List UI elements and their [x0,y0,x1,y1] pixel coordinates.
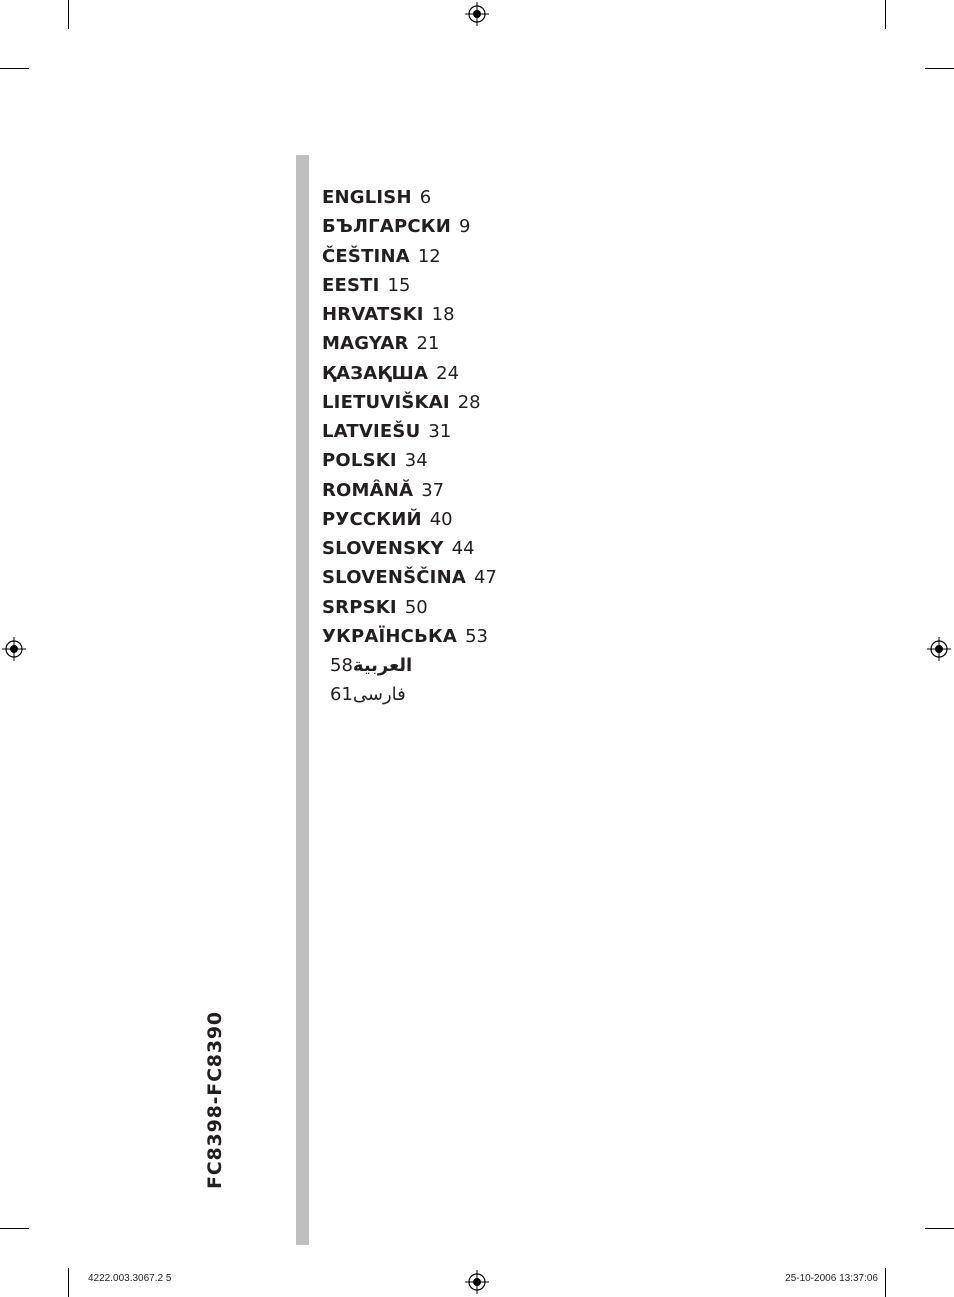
toc-item[interactable] [322,476,497,505]
toc-item[interactable] [322,622,497,651]
toc-language: РУССКИЙ [322,508,422,530]
toc-language: فارسی [352,684,406,706]
toc-item[interactable] [322,593,497,622]
toc-item[interactable] [322,242,497,271]
toc-page-number: 24 [436,362,460,384]
model-number: FC8398-FC8390 [204,1011,226,1189]
print-job-id: 4222.003.3067.2 5 [88,1273,172,1284]
toc-page-number: 47 [473,567,497,589]
toc-language: EESTI [322,274,380,296]
toc-page-number: 18 [431,304,455,325]
toc-item[interactable] [322,563,497,592]
toc-page-number: 9 [458,216,471,238]
toc-language: MAGYAR [322,333,409,355]
toc-page-number: 40 [429,508,453,530]
toc-item[interactable] [322,300,497,329]
toc-language: LATVIEŠU [322,421,421,442]
crop-mark-top-left [68,0,69,29]
toc-page-number: 50 [404,596,428,618]
toc-page-number: 12 [417,245,441,267]
toc-page-number: 53 [465,625,488,647]
toc-language: SRPSKI [322,596,397,618]
toc-language: HRVATSKI [322,304,424,325]
toc-item[interactable] [322,446,497,475]
crop-mark-right-top [925,68,954,69]
toc-language: ENGLISH [322,187,412,208]
toc-language: УКРАЇНСЬКА [322,625,458,647]
toc-page-number: 21 [416,333,440,355]
crop-mark-bottom-left [68,1268,69,1297]
toc-page-number: 58 [330,655,353,676]
toc-item[interactable] [322,417,497,446]
registration-mark-top-icon [465,2,489,26]
table-of-contents [322,183,497,710]
crop-mark-right-bottom [925,1228,954,1229]
toc-item[interactable] [322,183,497,212]
toc-item[interactable] [322,388,497,417]
toc-language: БЪЛГАРСКИ [322,216,451,238]
toc-item[interactable] [322,271,497,300]
toc-page-number: 28 [457,391,481,413]
toc-page-number: 44 [451,538,475,559]
registration-mark-left-icon [2,637,26,661]
toc-page-number: 37 [421,479,445,501]
print-timestamp: 25-10-2006 13:37:06 [785,1273,878,1284]
toc-page-number: 31 [428,421,452,442]
registration-mark-bottom-icon [465,1270,489,1294]
toc-language: ҚАЗАҚША [322,362,429,384]
toc-language: LIETUVIŠKAI [322,391,450,413]
crop-mark-top-right [885,0,886,29]
toc-language: SLOVENŠČINA [322,567,466,589]
sidebar-bar [296,155,309,1245]
toc-item[interactable] [322,329,497,358]
toc-language: ROMÂNĂ [322,479,414,501]
toc-page-number: 34 [404,450,428,472]
crop-mark-left-bottom [0,1228,29,1229]
toc-item[interactable] [322,505,497,534]
toc-language: العربية [352,655,413,676]
toc-item[interactable] [322,534,497,563]
toc-item[interactable] [322,212,497,241]
registration-mark-right-icon [927,637,951,661]
crop-mark-bottom-right [885,1268,886,1297]
toc-language: POLSKI [322,450,397,472]
toc-language: ČEŠTINA [322,245,410,267]
toc-page-number: 61 [330,684,353,706]
toc-item[interactable] [322,359,497,388]
toc-page-number: 6 [419,187,432,208]
toc-language: SLOVENSKY [322,538,444,559]
toc-item[interactable] [322,680,497,709]
toc-page-number: 15 [387,274,411,296]
toc-item[interactable] [322,651,497,680]
crop-mark-left-top [0,68,29,69]
